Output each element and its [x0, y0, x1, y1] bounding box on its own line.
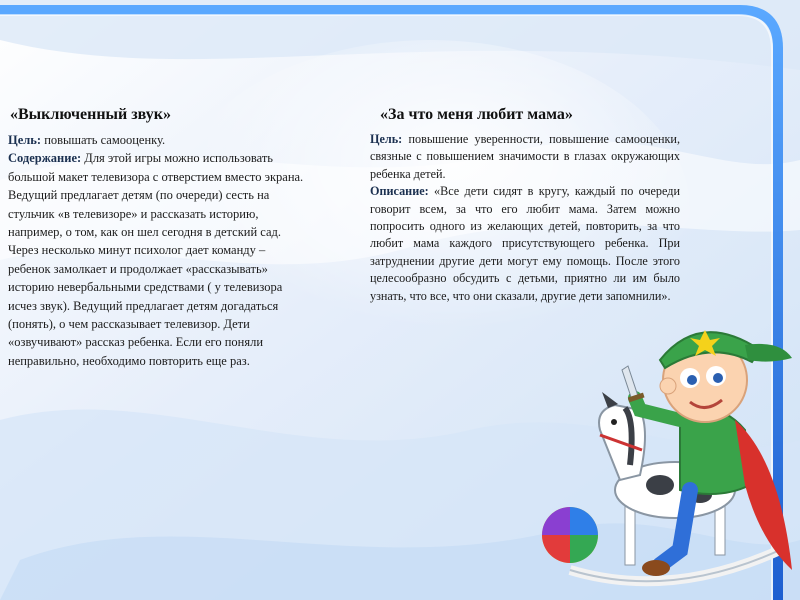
right-game-block [370, 106, 680, 305]
left-content-text: Для этой игры можно использовать большой макет телевизора с отверстием вместо экрана. Ведущий предлагает детям (по очереди) сесть на стульчик «в телевизоре» и рассказать историю, например, о том, как он шел сегодня в детский сад. Через несколько минут психолог дает команду – ребенок замолкает и продолжает «рассказывать» историю невербальными средствами ( у телевизора исчез звук). Ведущий предлагает детям догадаться (понять), о чем рассказывает телевизор. Дети «озвучивают» рассказ ребенка. Если его поняли неправильно, необходимо повторить еще раз. [8, 151, 304, 368]
left-goal-label: Цель: [8, 133, 42, 147]
boy-on-rocking-horse-icon [530, 300, 800, 600]
right-desc-label: Описание: [370, 184, 429, 199]
left-game-title: «Выключенный звук» [10, 106, 171, 123]
left-goal-text: повышать самооценку. [41, 133, 166, 147]
left-game-block [8, 106, 308, 370]
right-desc-text: «Все дети сидят в кругу, каждый по очереди говорит всем, за что его любит мама. Затем можно попросить одного из желающих детей, повторить, за что любит мама каждого присутствующего ребенка. При затруднении другие дети могут ему помощь. После этого целесообразно обсудить с детьми, приятно ли им было узнать, что все, что они сказали, другие дети запомнили». [370, 184, 680, 303]
right-goal-label: Цель: [370, 132, 403, 146]
right-game-title: «За что меня любит мама» [380, 106, 573, 123]
right-goal-text: повышение уверенности, повышение самооценки, связные с повышением значимости в глазах окружающих ребенка детей. [370, 132, 680, 181]
left-content-paragraph [8, 149, 308, 370]
left-goal-paragraph [8, 131, 308, 149]
right-goal-paragraph [370, 131, 680, 183]
left-content-label: Содержание: [8, 151, 82, 166]
right-desc-paragraph [370, 183, 680, 305]
